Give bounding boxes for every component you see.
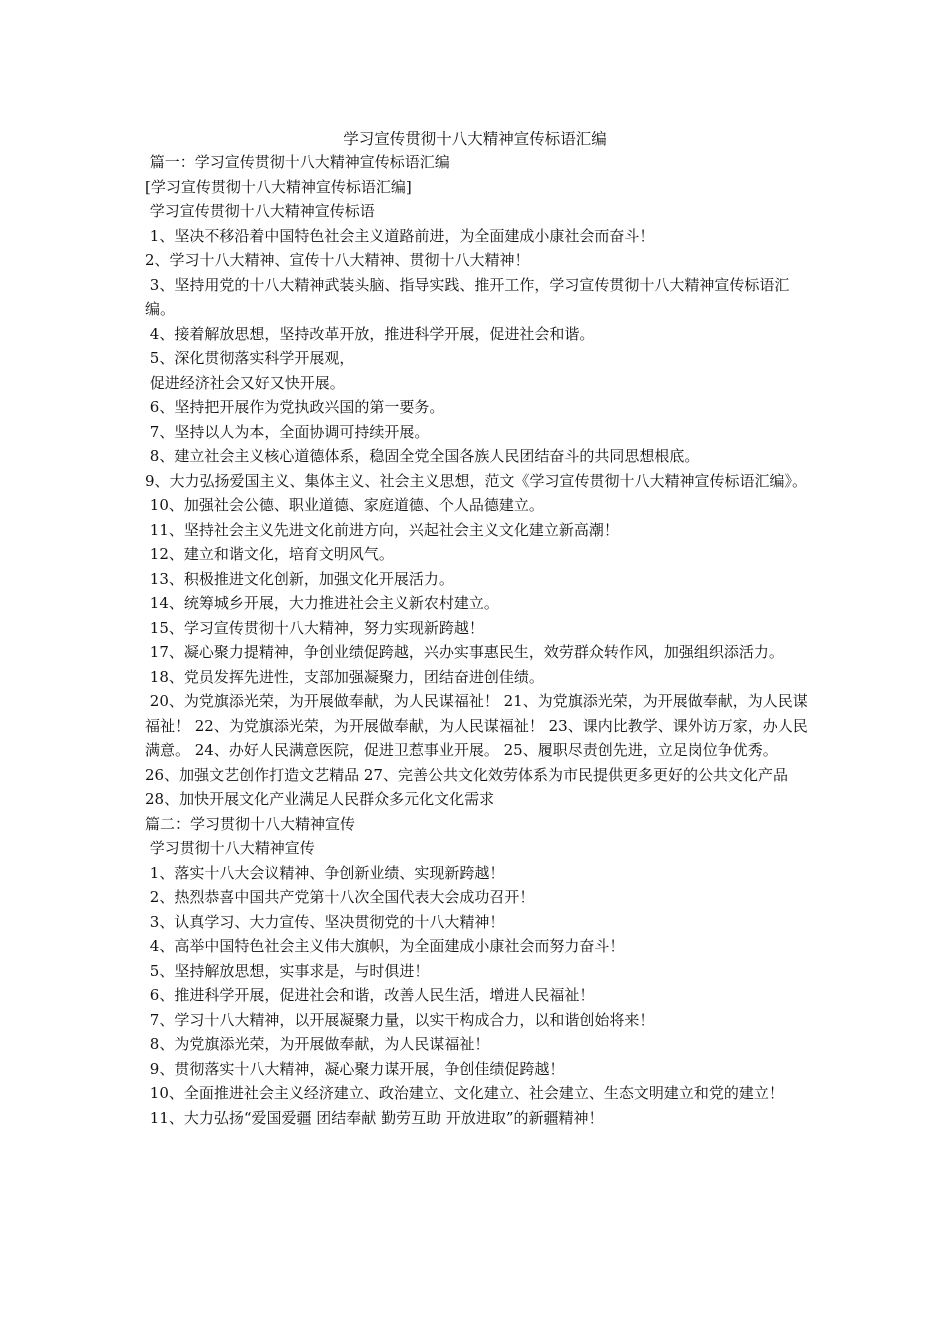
text-line: 3、坚持用党的十八大精神武装头脑、指导实践、推开工作，学习宣传贯彻十八大精神宣传标语汇编。 bbox=[145, 275, 790, 318]
text-line: 2、学习十八大精神、宣传十八大精神、贯彻十八大精神！ bbox=[145, 251, 530, 269]
text-line: 9、贯彻落实十八大精神，凝心聚力谋开展，争创佳绩促跨越！ bbox=[145, 1059, 565, 1078]
text-line: 17、凝心聚力提精神，争创业绩促跨越，兴办实事惠民生，效劳群众转作风，加强组织添活力。 bbox=[145, 643, 784, 661]
text-line: 4、接着解放思想，坚持改革开放，推进科学开展，促进社会和谐。 bbox=[145, 324, 595, 343]
text-line: 促进经济社会又好又快开展。 bbox=[145, 373, 345, 392]
text-line: 4、高举中国特色社会主义伟大旗帜，为全面建成小康社会而努力奋斗！ bbox=[145, 937, 625, 955]
text-line: 20、为党旗添光荣，为开展做奉献，为人民谋福祉！ 21、为党旗添光荣，为开展做奉献，为人民谋福祉！ 22、为党旗添光荣，为开展做奉献，为人民谋福祉！ 23、课内比教学、课外访万家，办人民满意。 24、办好人民满意医院，促进卫惹事业开展。 25、履职尽责创先进，立足岗位争优秀。 26、加强文艺创作打造文艺精品 27、完善公共文化效劳体系为市民提供更多更好的公共文化产品 28、加快开展文化产业满足人民群众多元化文化需求 bbox=[145, 692, 808, 808]
text-line: 11、大力弘扬“爱国爱疆 团结奉献 勤劳互助 开放进取”的新疆精神！ bbox=[145, 1108, 604, 1127]
text-line: 7、学习十八大精神，以开展凝聚力量，以实干构成合力，以和谐创始将来！ bbox=[145, 1010, 655, 1029]
text-line: 1、坚决不移沿着中国特色社会主义道路前进，为全面建成小康社会而奋斗！ bbox=[145, 226, 655, 245]
text-line: 6、推进科学开展，促进社会和谐，改善人民生活，增进人民福祉！ bbox=[145, 986, 595, 1004]
text-line: 篇二：学习贯彻十八大精神宣传 bbox=[145, 814, 356, 833]
text-line: 3、认真学习、大力宣传、坚决贯彻党的十八大精神！ bbox=[145, 912, 505, 931]
text-line: 13、积极推进文化创新，加强文化开展活力。 bbox=[145, 569, 454, 588]
document-title: 学习宣传贯彻十八大精神宣传标语汇编 bbox=[343, 130, 607, 148]
text-line: 10、全面推进社会主义经济建立、政治建立、文化建立、社会建立、生态文明建立和党的建立！ bbox=[145, 1084, 784, 1102]
text-line: 11、坚持社会主义先进文化前进方向，兴起社会主义文化建立新高潮！ bbox=[145, 520, 619, 539]
text-line: 5、深化贯彻落实科学开展观， bbox=[145, 349, 355, 367]
text-line: 18、党员发挥先进性，支部加强凝聚力，团结奋进创佳绩。 bbox=[145, 667, 544, 686]
text-line: 1、落实十八大会议精神、争创新业绩、实现新跨越！ bbox=[145, 863, 505, 882]
text-line: 篇一：学习宣传贯彻十八大精神宣传标语汇编 bbox=[145, 153, 450, 171]
text-line: 12、建立和谐文化，培育文明风气。 bbox=[145, 545, 394, 563]
text-line: 14、统筹城乡开展，大力推进社会主义新农村建立。 bbox=[145, 594, 499, 612]
text-line: 8、建立社会主义核心道德体系，稳固全党全国各族人民团结奋斗的共同思想根底。 bbox=[145, 447, 700, 465]
text-line: 8、为党旗添光荣，为开展做奉献，为人民谋福祉！ bbox=[145, 1035, 490, 1053]
text-line: 2、热烈恭喜中国共产党第十八次全国代表大会成功召开！ bbox=[145, 888, 535, 906]
text-line: 10、加强社会公德、职业道德、家庭道德、个人品德建立。 bbox=[145, 496, 544, 514]
text-line: 7、坚持以人为本，全面协调可持续开展。 bbox=[145, 422, 430, 441]
text-line: 6、坚持把开展作为党执政兴国的第一要务。 bbox=[145, 398, 445, 416]
text-line: 学习宣传贯彻十八大精神宣传标语 bbox=[145, 202, 375, 220]
text-line: 15、学习宣传贯彻十八大精神，努力实现新跨越！ bbox=[145, 618, 484, 637]
text-line: 学习贯彻十八大精神宣传 bbox=[145, 839, 315, 857]
text-line: [学习宣传贯彻十八大精神宣传标语汇编] bbox=[145, 177, 412, 196]
text-line: 5、坚持解放思想，实事求是，与时俱进！ bbox=[145, 961, 430, 980]
text-line: 9、大力弘扬爱国主义、集体主义、社会主义思想，范文《学习宣传贯彻十八大精神宣传标语汇编》。 bbox=[145, 471, 808, 490]
document-body bbox=[145, 150, 810, 1130]
